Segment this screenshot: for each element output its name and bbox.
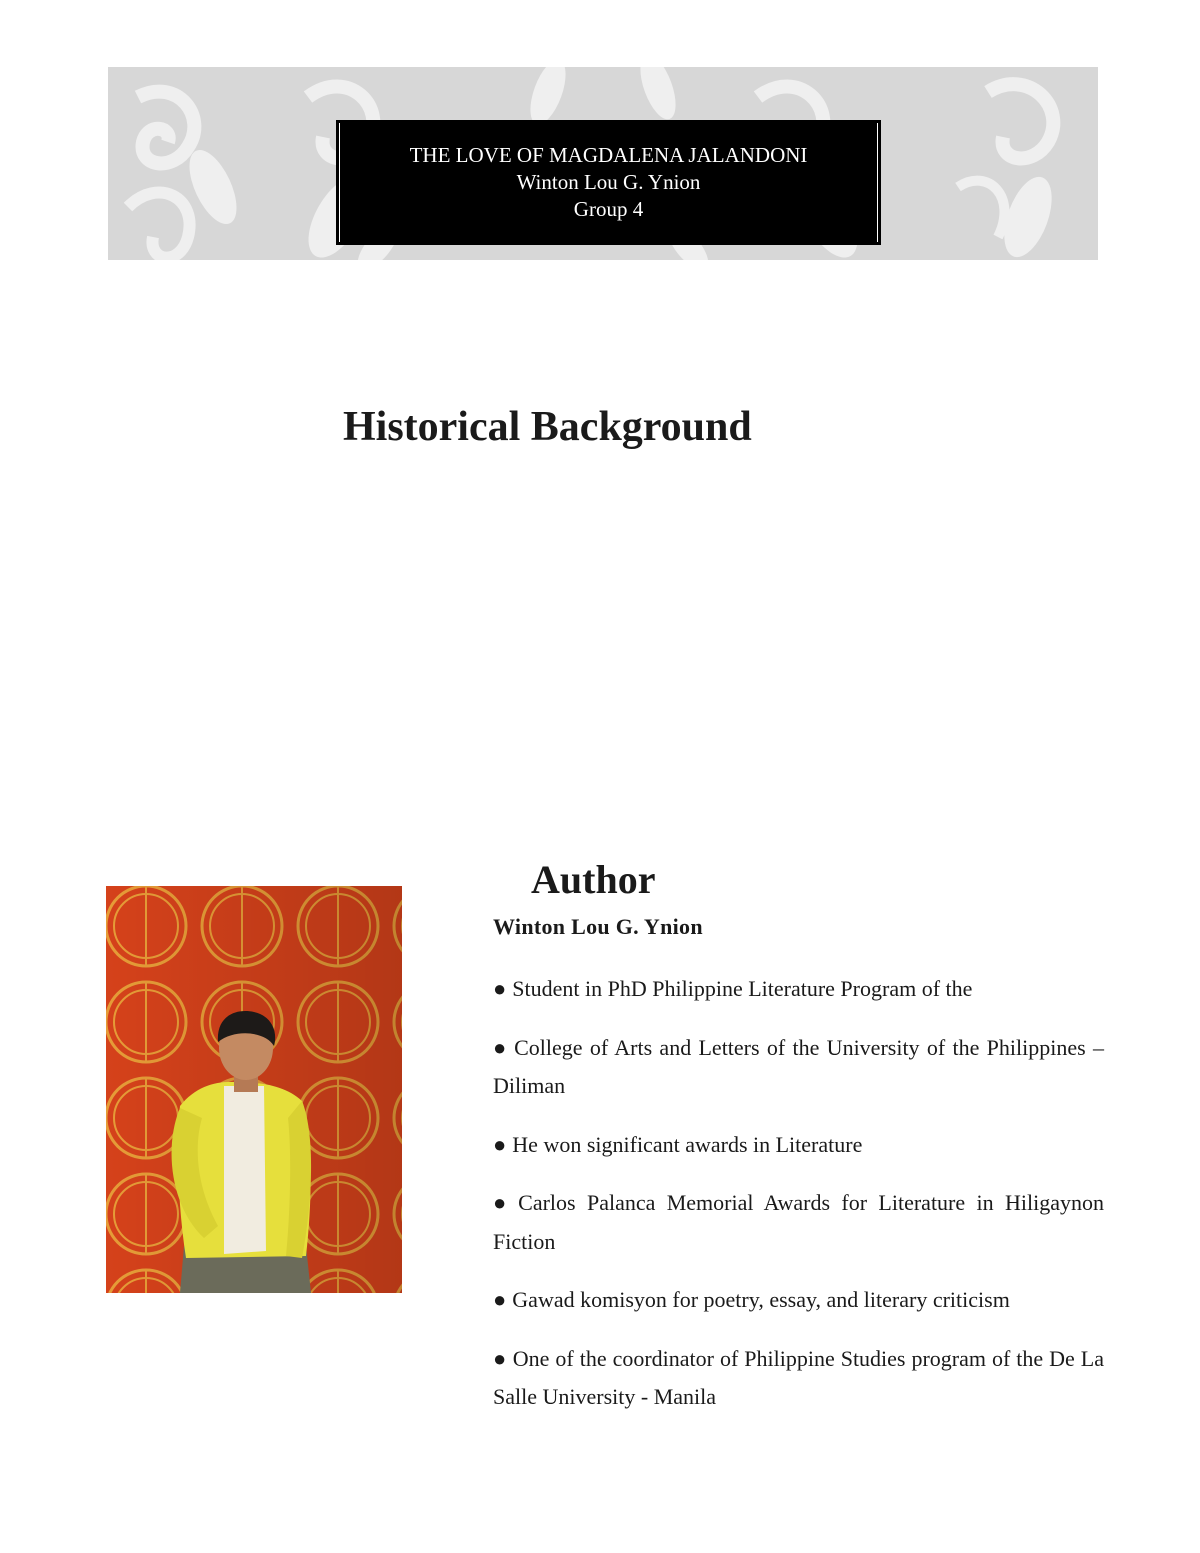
bullet-icon: ● bbox=[493, 1190, 513, 1215]
author-heading: Author bbox=[531, 857, 656, 902]
bullet-icon: ● bbox=[493, 1287, 507, 1312]
bullet-icon: ● bbox=[493, 1131, 507, 1157]
author-name: Winton Lou G. Ynion bbox=[493, 914, 703, 939]
bullet-icon: ● bbox=[493, 1034, 509, 1060]
author-bullet-list bbox=[493, 970, 1104, 1437]
list-item: ● Gawad komisyon for poetry, essay, and literary criticism bbox=[493, 1287, 1010, 1312]
author-photo bbox=[106, 886, 402, 1293]
title-box bbox=[336, 120, 881, 245]
list-item: ● Carlos Palanca Memorial Awards for Literature in Hiligaynon Fiction bbox=[493, 1190, 1104, 1254]
list-item: ● College of Arts and Letters of the University of the Philippines – Diliman bbox=[493, 1034, 1104, 1098]
bullet-icon: ● bbox=[493, 976, 507, 1001]
bullet-icon: ● bbox=[493, 1345, 507, 1371]
list-item: ● Student in PhD Philippine Literature Program of the bbox=[493, 976, 973, 1001]
page-heading: Historical Background bbox=[343, 404, 752, 450]
list-item: ● One of the coordinator of Philippine Studies program of the De La Salle University - Manila bbox=[493, 1345, 1104, 1409]
header-group: Group 4 bbox=[573, 197, 644, 221]
document-title: THE LOVE OF MAGDALENA JALANDONI bbox=[409, 143, 808, 167]
list-item: ● He won significant awards in Literature bbox=[493, 1131, 863, 1157]
header-author: Winton Lou G. Ynion bbox=[516, 170, 701, 194]
